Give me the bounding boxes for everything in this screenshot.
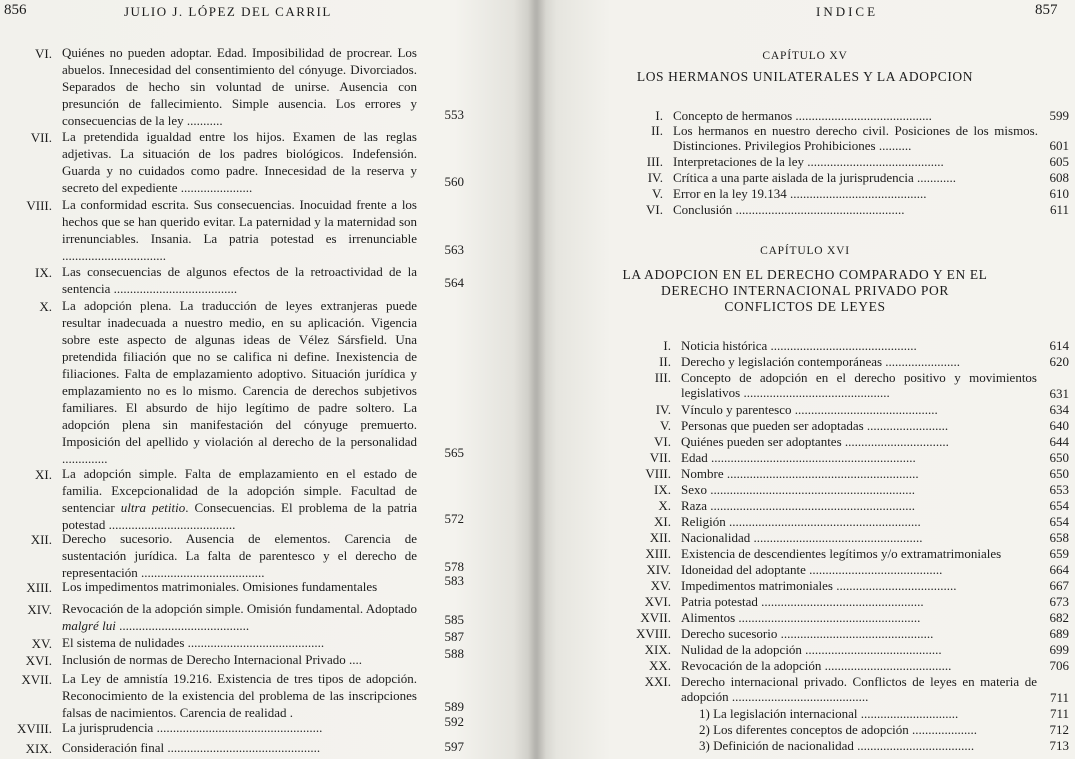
entry-number: XIV. bbox=[27, 602, 52, 617]
entry-title: Error en la ley 19.134 .......................................... bbox=[673, 186, 927, 201]
entry-number: XI. bbox=[35, 467, 52, 482]
entry-number: V. bbox=[652, 186, 663, 201]
entry-title: La pretendida igualdad entre los hijos. Examen de las reglas adjetivas. La situación de los padres biológicos. Indefensión. Guarda y no cuidados como padre. Innecesidad de la reserva y secreto del expediente ...................... bbox=[62, 129, 417, 195]
entry-title: Derecho y legislación contemporáneas ....................... bbox=[681, 354, 961, 369]
entry-number: XII. bbox=[649, 530, 671, 545]
left-page bbox=[0, 0, 535, 759]
entry-title: Nacionalidad .................................................... bbox=[681, 530, 923, 545]
entry-title: Sexo ............................................................... bbox=[681, 482, 915, 497]
page-number: 856 bbox=[4, 2, 27, 18]
entry-page: 611 bbox=[1049, 202, 1069, 217]
entry-title: Concepto de adopción en el derecho positivo y movimientos legislativos ............................................. bbox=[681, 370, 1037, 400]
chapter-title-line: DERECHO INTERNACIONAL PRIVADO POR bbox=[661, 283, 949, 298]
entry-title: Crítica a una parte aislada de la jurisprudencia ............ bbox=[673, 170, 957, 185]
entry-number: XVII. bbox=[640, 610, 671, 625]
entry-number: XV. bbox=[31, 636, 52, 651]
entry-number: XIV. bbox=[646, 562, 671, 577]
entry-number: VI. bbox=[646, 202, 663, 217]
running-header: JULIO J. LÓPEZ DEL CARRIL bbox=[124, 4, 332, 19]
entry-page: 654 bbox=[1049, 498, 1069, 513]
entry-page: 658 bbox=[1049, 530, 1069, 545]
entry-number: XVI. bbox=[25, 653, 52, 668]
entry-title: Patria potestad .................................................. bbox=[681, 594, 924, 609]
entry-title: Revocación de la adopción ....................................... bbox=[681, 658, 952, 673]
entry-title: Consideración final ............................................... bbox=[62, 740, 321, 755]
chapter-title: LOS HERMANOS UNILATERALES Y LA ADOPCION bbox=[636, 69, 974, 84]
entry-title: Personas que pueden ser adoptadas ......................... bbox=[681, 418, 949, 433]
entry-number: III. bbox=[654, 370, 671, 385]
entry-title: Conclusión .................................................... bbox=[673, 202, 905, 217]
entry-title: La adopción simple. Falta de emplazamiento en el estado de familia. Excepcionalidad de la adopción simple. Facultad de sentenciar ultra petitio. Consecuencias. El problema de la patria potestad ....................................... bbox=[62, 466, 417, 532]
entry-page: 713 bbox=[1049, 738, 1069, 753]
entry-title: 3) Definición de nacionalidad .................................... bbox=[699, 738, 975, 753]
entry-page: 653 bbox=[1049, 482, 1069, 497]
entry-title: Derecho internacional privado. Conflictos de leyes en materia de adopción .......................................... bbox=[681, 674, 1037, 704]
entry-number: XVIII. bbox=[16, 721, 52, 736]
entry-page: 585 bbox=[444, 612, 464, 627]
entry-title: 2) Los diferentes conceptos de adopción .................... bbox=[699, 722, 977, 737]
entry-title: Nulidad de la adopción .......................................... bbox=[681, 642, 942, 657]
entry-page: 610 bbox=[1049, 186, 1069, 201]
entry-title: Noticia histórica ............................................. bbox=[681, 338, 917, 353]
entry-page: 587 bbox=[444, 629, 464, 644]
entry-page: 578 bbox=[444, 559, 464, 574]
entry-number: IV. bbox=[647, 170, 663, 185]
entry-page: 711 bbox=[1049, 706, 1069, 721]
entry-title: Derecho sucesorio ............................................... bbox=[681, 626, 934, 641]
entry-page: 664 bbox=[1049, 562, 1069, 577]
entry-page: 640 bbox=[1049, 418, 1069, 433]
entry-number: XVII. bbox=[21, 672, 52, 687]
entry-number: XI. bbox=[654, 514, 671, 529]
entry-page: 689 bbox=[1049, 626, 1069, 641]
entry-number: VIII. bbox=[26, 198, 52, 213]
gutter-shadow bbox=[528, 0, 546, 759]
entry-number: VI. bbox=[654, 434, 671, 449]
entry-number: VIII. bbox=[645, 466, 671, 481]
entry-page: 553 bbox=[444, 107, 464, 122]
entry-number: XIII. bbox=[26, 580, 52, 595]
entry-page: 563 bbox=[444, 242, 464, 257]
entry-page: 620 bbox=[1049, 354, 1069, 369]
entry-title: La adopción plena. La traducción de leyes extranjeras puede resultar inadecuada a nuestro medio, en su aplicación. Vigencia sobre este aspecto de algunas ideas de Vélez Sársfield. Una pretendida filiación que no se califica ni define. Inexistencia de filiaciones. Falta de emplazamiento adoptivo. Situación jurídica y emplazamiento no es lo mismo. Carencia de derechos subjetivos familiares. El absurdo de hijo legítimo de padre soltero. La adopción plena sin manifestación del cónyuge premuerto. Imposición del apellido y violación al derecho de la personalidad .............. bbox=[62, 298, 417, 466]
entry-title: La Ley de amnistía 19.216. Existencia de tres tipos de adopción. Reconocimiento de la existencia del problema de las inscripciones falsas de nacimientos. Carencia de realidad . bbox=[62, 671, 417, 720]
entry-number: I. bbox=[655, 108, 663, 123]
entry-page: 682 bbox=[1049, 610, 1069, 625]
entry-title: Las consecuencias de algunos efectos de la retroactividad de la sentencia ...................................... bbox=[62, 264, 417, 296]
page-number: 857 bbox=[1035, 2, 1058, 18]
entry-number: IX. bbox=[35, 265, 52, 280]
entry-title: Concepto de hermanos .......................................... bbox=[673, 108, 932, 123]
entry-title: Impedimentos matrimoniales ..................................... bbox=[681, 578, 957, 593]
entry-page: 650 bbox=[1049, 450, 1069, 465]
entry-number: XVIII. bbox=[635, 626, 671, 641]
entry-title: 1) La legislación internacional .............................. bbox=[699, 706, 959, 721]
entry-title: Raza ............................................................... bbox=[681, 498, 915, 513]
entry-number: VII. bbox=[30, 130, 52, 145]
entry-page: 608 bbox=[1049, 170, 1069, 185]
entry-title: Vínculo y parentesco ............................................ bbox=[681, 402, 938, 417]
entry-page: 631 bbox=[1049, 386, 1069, 401]
entry-page: 588 bbox=[444, 646, 464, 661]
entry-page: 706 bbox=[1049, 658, 1069, 673]
chapter-title-line: CONFLICTOS DE LEYES bbox=[724, 299, 886, 314]
entry-page: 583 bbox=[444, 573, 464, 588]
entry-page: 654 bbox=[1049, 514, 1069, 529]
entry-title: Nombre ........................................................... bbox=[681, 466, 919, 481]
entry-page: 599 bbox=[1049, 108, 1069, 123]
entry-number: IV. bbox=[655, 402, 671, 417]
entry-page: 650 bbox=[1049, 466, 1069, 481]
entry-page: 644 bbox=[1049, 434, 1069, 449]
chapter-title-line: LA ADOPCION EN EL DERECHO COMPARADO Y EN EL bbox=[622, 267, 988, 282]
entry-page: 605 bbox=[1049, 154, 1069, 169]
entry-title: El sistema de nulidades .......................................... bbox=[62, 635, 325, 650]
entry-number: XIX. bbox=[25, 741, 52, 756]
entry-page: 699 bbox=[1049, 642, 1069, 657]
entry-number: V. bbox=[660, 418, 671, 433]
chapter-label: CAPÍTULO XV bbox=[762, 50, 848, 62]
entry-page: 614 bbox=[1049, 338, 1069, 353]
entry-page: 564 bbox=[444, 275, 464, 290]
entry-number: XXI. bbox=[644, 674, 671, 689]
entry-page: 634 bbox=[1049, 402, 1069, 417]
entry-title: Existencia de descendientes legítimos y/o extramatrimoniales bbox=[681, 546, 1002, 561]
entry-title: Revocación de la adopción simple. Omisión fundamental. Adoptado malgré lui ........................................ bbox=[62, 601, 417, 633]
entry-page: 597 bbox=[444, 739, 464, 754]
entry-page: 667 bbox=[1049, 578, 1069, 593]
entry-number: II. bbox=[659, 354, 671, 369]
entry-title: Derecho sucesorio. Ausencia de elementos. Carencia de sustentación jurídica. La falta de parentesco y el derecho de representación ...................................... bbox=[62, 531, 417, 580]
entry-title: Quiénes no pueden adoptar. Edad. Imposibilidad de procrear. Los abuelos. Innecesidad del consentimiento del cónyuge. Divorciados. Separados de hecho sin voluntad de unirse. Ausencia con presunción de fallecimiento. Simple ausencia. Los errores y consecuencias de la ley ........... bbox=[62, 45, 417, 128]
entry-title: Religión ........................................................... bbox=[681, 514, 921, 529]
entry-page: 601 bbox=[1049, 138, 1069, 153]
entry-number: II. bbox=[651, 123, 663, 138]
entry-number: XII. bbox=[30, 532, 52, 547]
entry-title: Alimentos ........................................................ bbox=[681, 610, 921, 625]
entry-number: X. bbox=[39, 299, 52, 314]
right-page bbox=[535, 0, 1075, 759]
entry-number: XIX. bbox=[644, 642, 671, 657]
entry-page: 712 bbox=[1049, 722, 1069, 737]
entry-title: Los hermanos en nuestro derecho civil. Posiciones de los mismos. Distinciones. Privilegios Prohibiciones .......... bbox=[673, 123, 1038, 153]
entry-title: Inclusión de normas de Derecho Internacional Privado .... bbox=[62, 652, 362, 667]
entry-title: Edad ............................................................... bbox=[681, 450, 916, 465]
entry-page: 711 bbox=[1049, 690, 1069, 705]
entry-number: XVI. bbox=[644, 594, 671, 609]
entry-title: Idoneidad del adoptante ......................................... bbox=[681, 562, 943, 577]
entry-number: VII. bbox=[649, 450, 671, 465]
entry-number: XX. bbox=[648, 658, 671, 673]
entry-page: 589 bbox=[444, 699, 464, 714]
chapter-label: CAPÍTULO XVI bbox=[760, 245, 850, 257]
entry-number: I. bbox=[663, 338, 671, 353]
entry-number: XV. bbox=[650, 578, 671, 593]
entry-number: IX. bbox=[654, 482, 671, 497]
entry-number: III. bbox=[646, 154, 663, 169]
entry-page: 592 bbox=[444, 714, 464, 729]
entry-number: XIII. bbox=[645, 546, 671, 561]
entry-title: La conformidad escrita. Sus consecuencias. Inocuidad frente a los hechos que se han querido evitar. La paternidad y la maternidad son irrenunciables. Insania. La patria potestad es irrenunciable ................................ bbox=[62, 197, 417, 263]
entry-page: 673 bbox=[1049, 594, 1069, 609]
entry-page: 560 bbox=[444, 174, 464, 189]
entry-number: X. bbox=[658, 498, 671, 513]
entry-title: Quiénes pueden ser adoptantes ................................ bbox=[681, 434, 949, 449]
entry-title: La jurisprudencia ................................................... bbox=[62, 720, 323, 735]
entry-title: Interpretaciones de la ley .......................................... bbox=[673, 154, 944, 169]
entry-page: 572 bbox=[444, 511, 464, 526]
chapter-title bbox=[535, 267, 1075, 315]
running-header: INDICE bbox=[816, 4, 879, 19]
entry-number: VI. bbox=[35, 46, 52, 61]
entry-page: 659 bbox=[1049, 546, 1069, 561]
entry-title: Los impedimentos matrimoniales. Omisiones fundamentales bbox=[62, 579, 378, 594]
entry-page: 565 bbox=[444, 445, 464, 460]
